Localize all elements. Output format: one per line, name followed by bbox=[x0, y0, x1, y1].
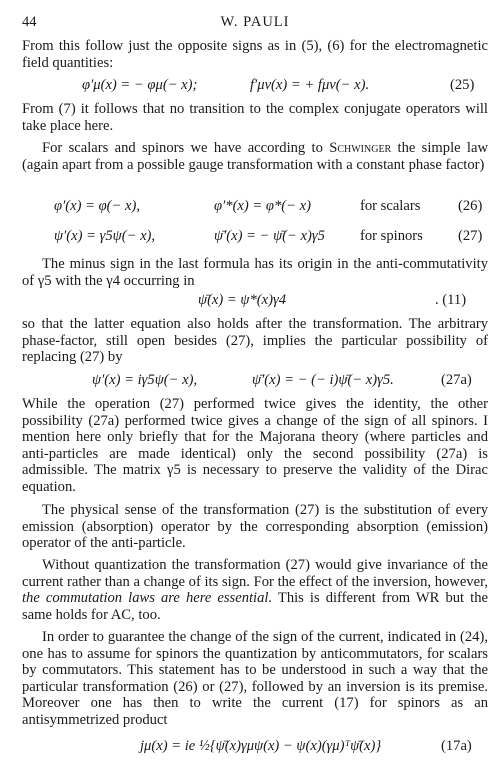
equation-27a-label: (27a) bbox=[441, 372, 472, 388]
author-name: Schwinger bbox=[329, 140, 392, 156]
paragraph-8 bbox=[22, 557, 488, 623]
paragraph-4: The minus sign in the last formula has its origin in the anti-commutativity of γ5 with the γ4 occurring in bbox=[22, 256, 488, 289]
equation-27-part-a: ψ′(x) = γ5ψ(− x), bbox=[54, 228, 156, 244]
equation-27 bbox=[22, 228, 488, 246]
paragraph-9: In order to guarantee the change of the sign of the current, indicated in (24), one has to assume for spinors the quantization by anticommutators, for scalars by commutators. This statement has to be understood in such a way that the particular transformation (26) or (27), followed by an inversion is its premise. Moreover one has then to write the current (17) for spinors as an antisymmetrized product bbox=[22, 629, 488, 728]
equation-25-label: (25) bbox=[450, 77, 475, 93]
equation-25-part-a: φ′μ(x) = − φμ(− x); bbox=[82, 77, 198, 93]
equation-17a bbox=[22, 738, 488, 756]
equation-27-part-b: ψ̄′(x) = − ψ̄(− x)γ5 bbox=[214, 228, 325, 244]
equation-26-label: (26) bbox=[458, 198, 483, 214]
paragraph-7: The physical sense of the transformation (27) is the substitution of every emission (absorption) operator by the corresponding absorption (emission) operator of the anti-particle. bbox=[22, 502, 488, 552]
equation-26-part-b: φ′*(x) = φ*(− x) bbox=[214, 198, 311, 214]
equation-27-note: for spinors bbox=[360, 228, 423, 244]
equation-11 bbox=[22, 292, 488, 310]
equation-17a-part-a: jμ(x) = ie ½{ψ̄(x)γμψ(x) − ψ(x)(γμ)ᵀψ̄(x)} bbox=[140, 738, 382, 754]
equation-11-label: . (11) bbox=[435, 292, 467, 308]
paragraph-6: While the operation (27) performed twice gives the identity, the other possibility (27a) performed twice gives a change of the sign of all spinors. I mention here only briefly that for the Majorana theory (where particles and anti-particles are made identical) only the second possibility (27a) is admissible. The matrix γ5 is necessary to preserve the validity of the Dirac equation. bbox=[22, 396, 488, 495]
page-number: 44 bbox=[22, 14, 37, 30]
equation-25-part-b: f′μν(x) = + fμν(− x). bbox=[250, 77, 370, 93]
paragraph-5: so that the latter equation also holds after the transformation. The arbitrary phase-factor, still open besides (27), implies the particular possibility of replacing (27) by bbox=[22, 316, 488, 366]
equation-25 bbox=[22, 77, 488, 95]
equation-26 bbox=[22, 198, 488, 216]
equation-27a-part-b: ψ̄′(x) = − (− i)ψ̄(− x)γ5. bbox=[252, 372, 394, 388]
page-header bbox=[22, 14, 488, 34]
paragraph-8-text-a: Without quantization the transformation (27) would give invariance of the current rather than a change of its sign. For the effect of the inversion, however, bbox=[22, 557, 488, 590]
equation-26-note: for scalars bbox=[360, 198, 421, 214]
paragraph-3 bbox=[22, 140, 488, 173]
paragraph-1: From this follow just the opposite signs as in (5), (6) for the electromagnetic field quantities: bbox=[22, 38, 488, 71]
equation-27-label: (27) bbox=[458, 228, 483, 244]
running-head: W. PAULI bbox=[220, 14, 290, 30]
paragraph-2: From (7) it follows that no transition to the complex conjugate operators will take place here. bbox=[22, 101, 488, 134]
equation-26-part-a: φ′(x) = φ(− x), bbox=[54, 198, 141, 214]
page bbox=[22, 0, 488, 778]
equation-27a bbox=[22, 372, 488, 390]
paragraph-3-text-b: the simple law (again apart from a possible gauge transformation with a constant phase factor) bbox=[22, 140, 488, 173]
paragraph-8-text-b: This is different from WR but the same holds for AC, too. bbox=[22, 590, 488, 623]
equation-11-part-a: ψ̄(x) = ψ*(x)γ4 bbox=[198, 292, 287, 308]
equation-17a-label: (17a) bbox=[441, 738, 472, 754]
paragraph-3-text-a: For scalars and spinors we have according to bbox=[42, 140, 330, 156]
equation-27a-part-a: ψ′(x) = iγ5ψ(− x), bbox=[92, 372, 198, 388]
emphasized-text: the commutation laws are here essential. bbox=[22, 590, 273, 607]
